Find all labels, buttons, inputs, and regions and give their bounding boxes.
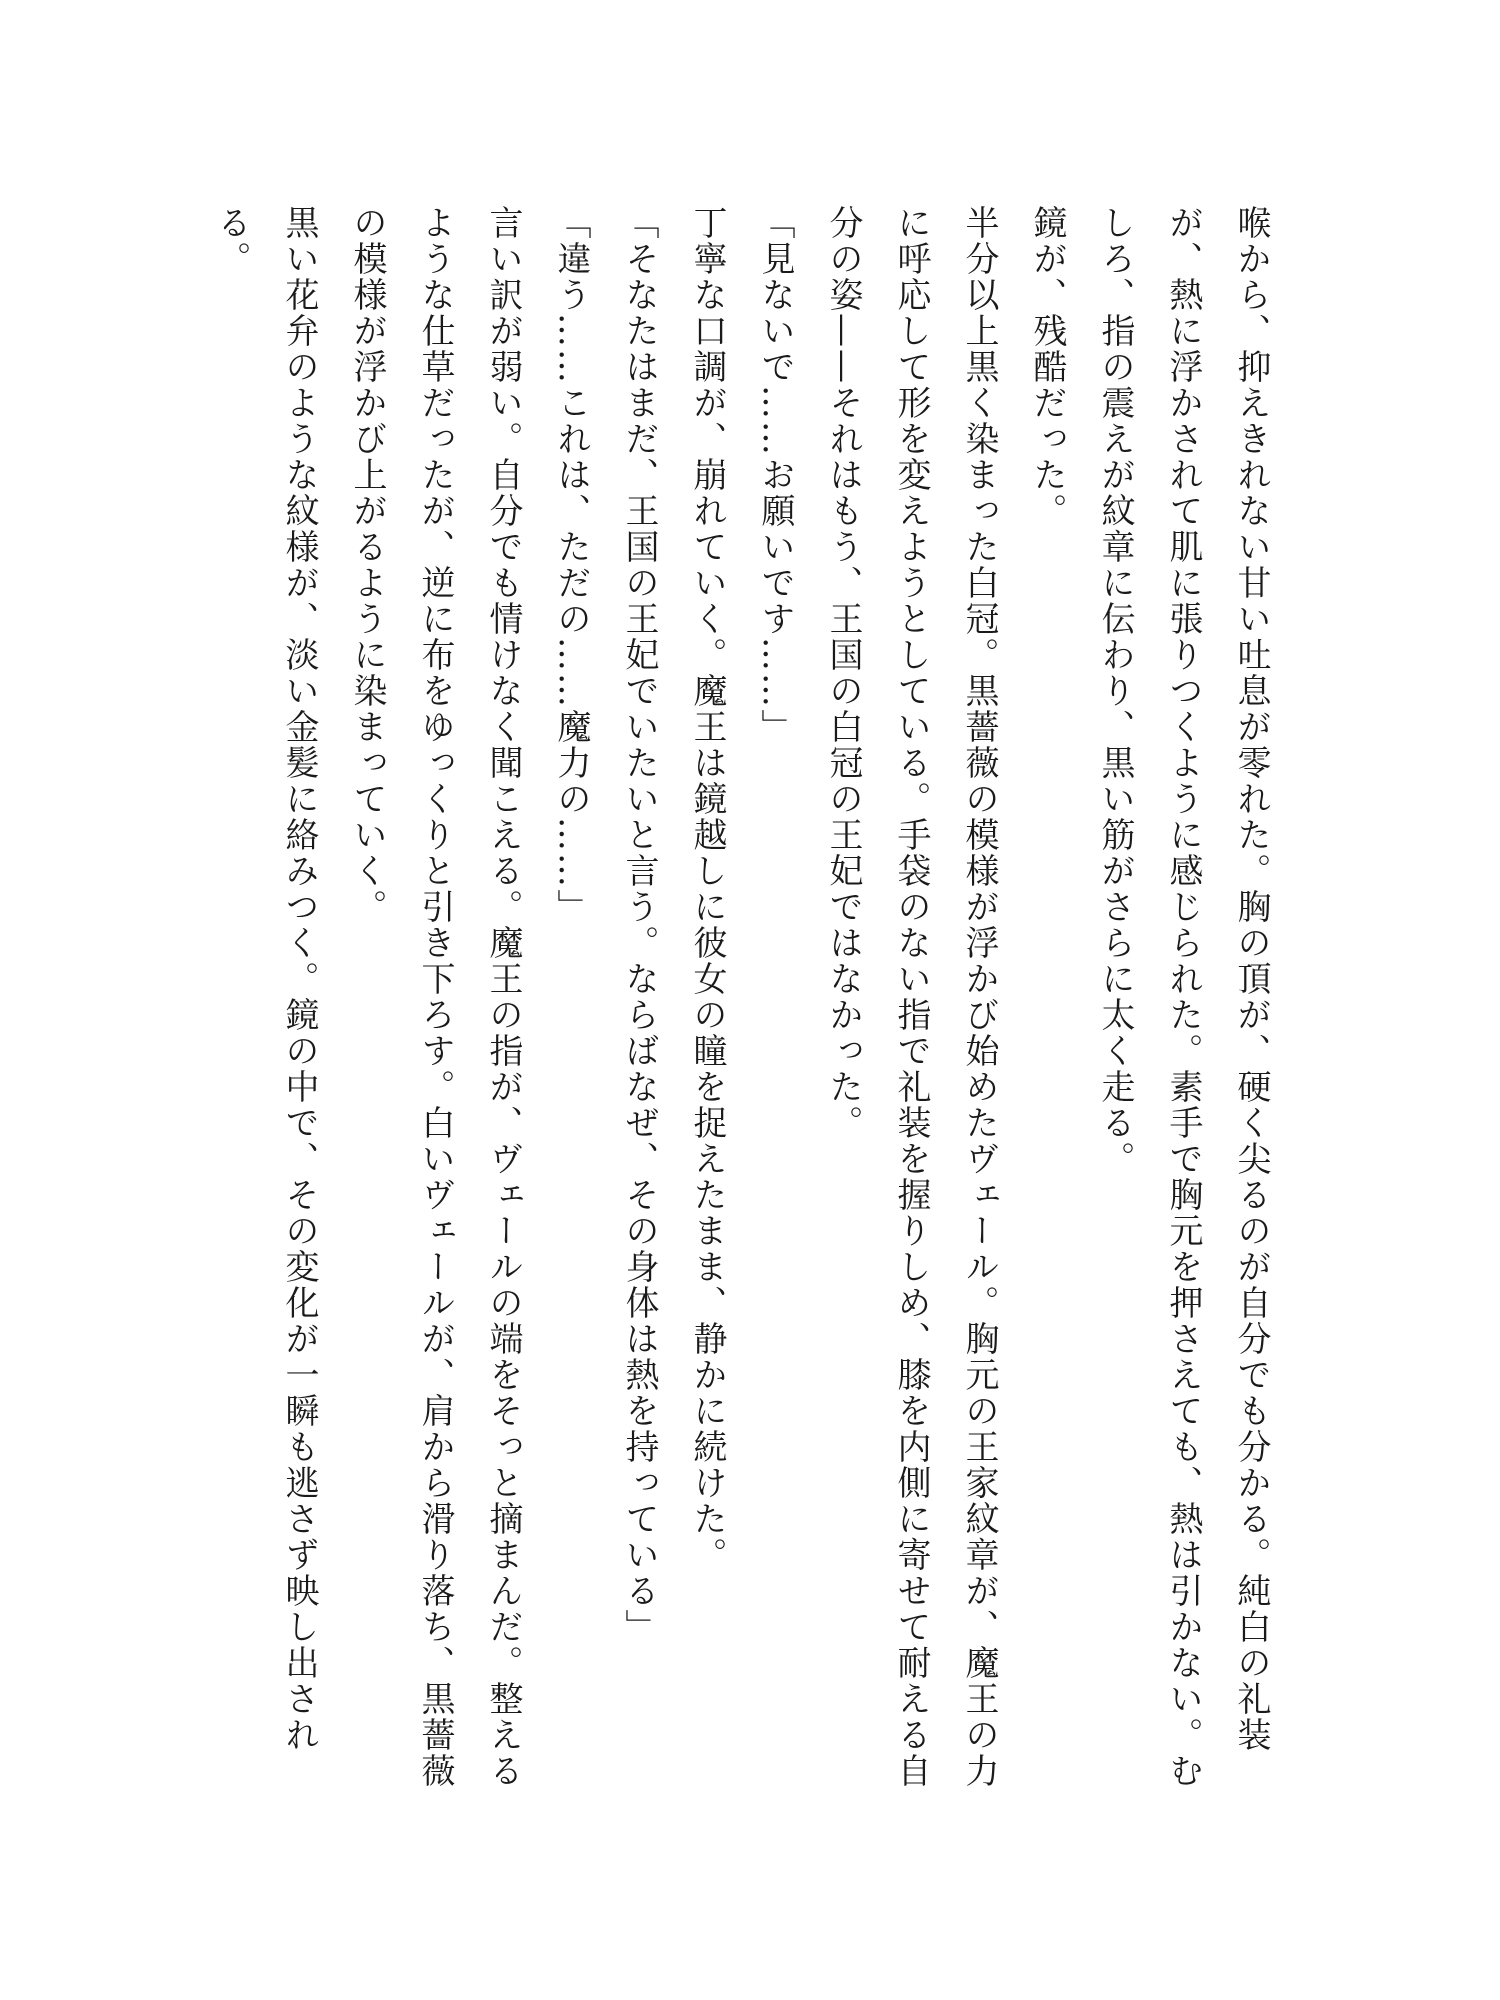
paragraph-3: 半分以上黒く染まった白冠。黒薔薇の模様が浮かび始めたヴェール。胸元の王家紋章が、魔王の力に呼応して形を変えようとしている。手袋のない指で礼装を握りしめ、膝を内側に寄せて耐える自分の姿——それはもう、王国の白冠の王妃ではなかった。 xyxy=(823,205,999,1789)
paragraph-6: 「そなたはまだ、王国の王妃でいたいと言う。ならばなぜ、その身体は熱を持っている」 xyxy=(619,205,659,1645)
vertical-text-body xyxy=(185,205,1285,1815)
paragraph-1: 喉から、抑えきれない甘い吐息が零れた。胸の頂が、硬く尖るのが自分でも分かる。純白の礼装が、熱に浮かされて肌に張りつくように感じられた。素手で胸元を押さえても、熱は引かない。むしろ、指の震えが紋章に伝わり、黒い筋がさらに太く走る。 xyxy=(1095,205,1271,1789)
paragraph-7: 「違う……これは、ただの……魔力の……」 xyxy=(551,205,591,925)
paragraph-8: 言い訳が弱い。自分でも情けなく聞こえる。魔王の指が、ヴェールの端をそっと摘まんだ。整えるような仕草だったが、逆に布をゆっくりと引き下ろす。白いヴェールが、肩から滑り落ち、黒薔薇の模様が浮かび上がるように染まっていく。 xyxy=(347,205,523,1789)
paragraph-5: 丁寧な口調が、崩れていく。魔王は鏡越しに彼女の瞳を捉えたまま、静かに続けた。 xyxy=(687,205,727,1573)
paragraph-9: 黒い花弁のような紋様が、淡い金髪に絡みつく。鏡の中で、その変化が一瞬も逃さず映し出される。 xyxy=(211,205,319,1753)
paragraph-2: 鏡が、残酷だった。 xyxy=(1027,205,1067,529)
paragraph-4: 「見ないで……お願いです……」 xyxy=(755,205,795,745)
